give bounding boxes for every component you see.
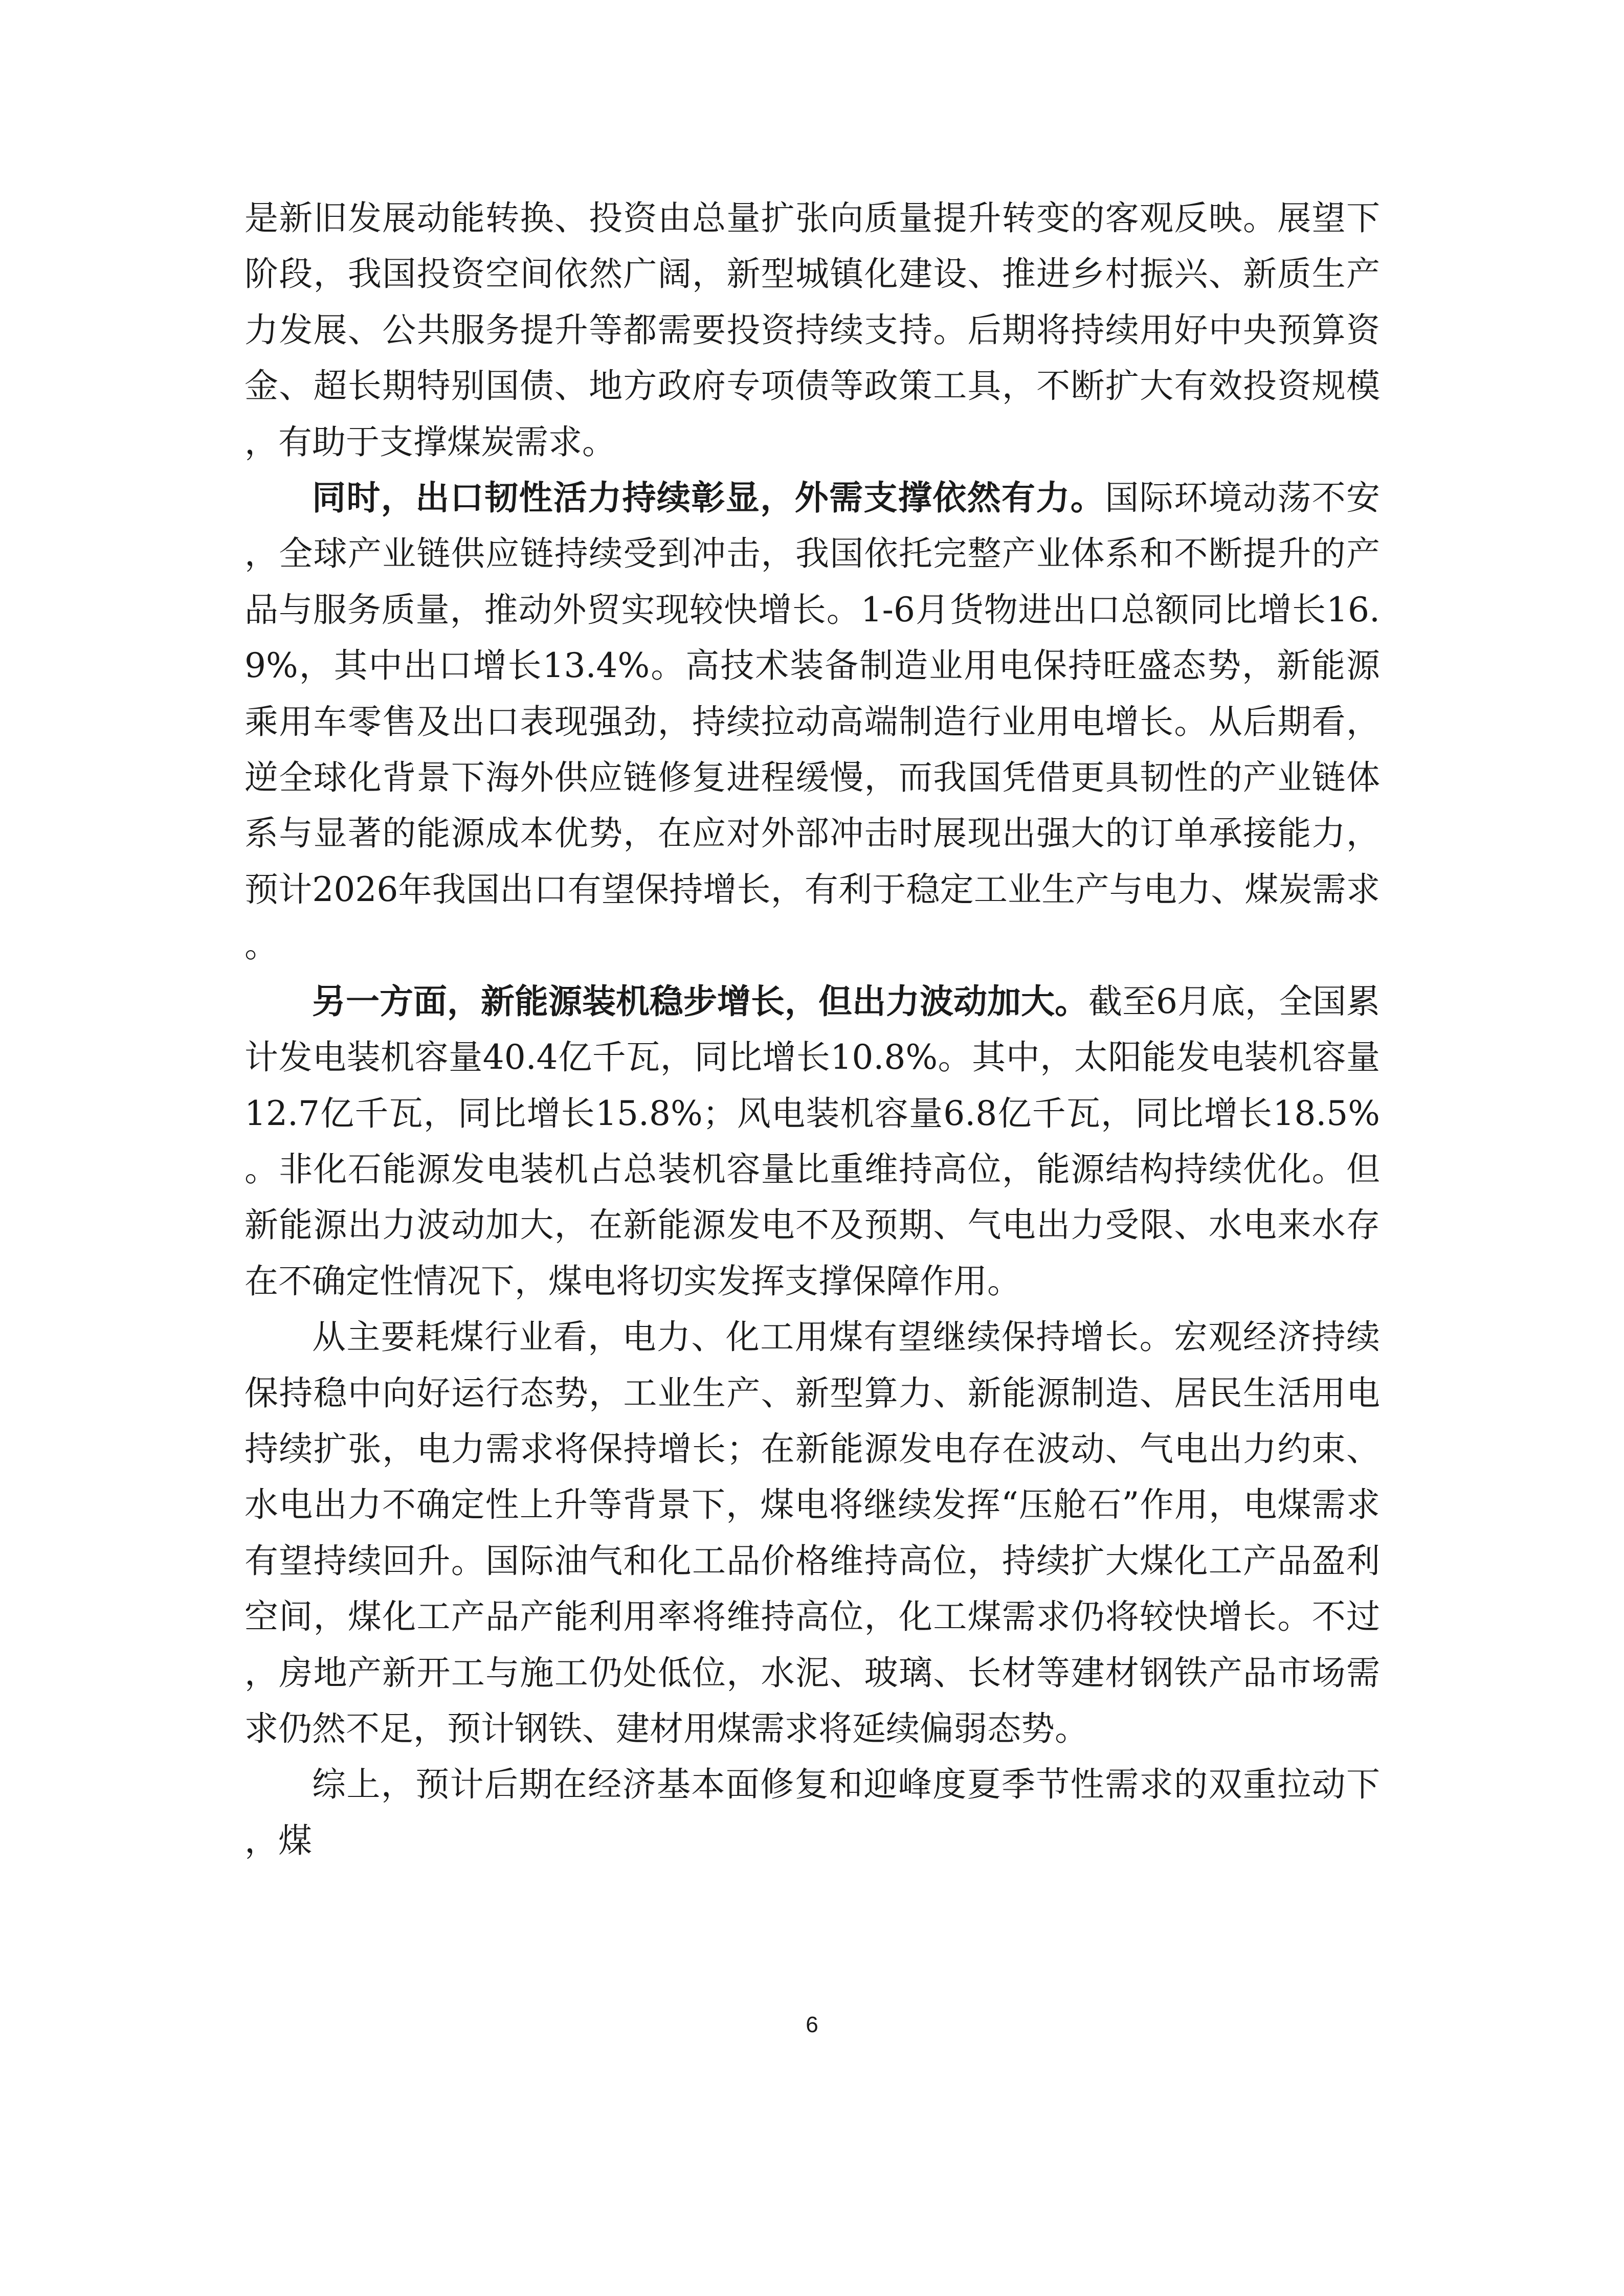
document-body [244,190,1380,1869]
paragraph-summary: 综上，预计后期在经济基本面修复和迎峰度夏季节性需求的双重拉动下，煤 [244,1765,1380,1860]
paragraph-exports [244,470,1380,974]
paragraph-investment-outlook: 是新旧发展动能转换、投资由总量扩张向质量提升转变的客观反映。展望下阶段，我国投资空间依然广阔，新型城镇化建设、推进乡村振兴、新质生产力发展、公共服务提升等都需要投资持续支持。后期将持续用好中央预算资金、超长期特别国债、地方政府专项债等政策工具，不断扩大有效投资规模，有助于支撑煤炭需求。 [244,198,1380,462]
paragraph-coal-industries: 从主要耗煤行业看，电力、化工用煤有望继续保持增长。宏观经济持续保持稳中向好运行态势，工业生产、新型算力、新能源制造、居民生活用电持续扩张，电力需求将保持增长；在新能源发电存在波动、气电出力约束、水电出力不确定性上升等背景下，煤电将继续发挥“压舱石”作用，电煤需求有望持续回升。国际油气和化工品价格维持高位，持续扩大煤化工产品盈利空间，煤化工产品产能利用率将维持高位，化工煤需求仍将较快增长。不过，房地产新开工与施工仍处低位，水泥、玻璃、长材等建材钢铁产品市场需求仍然不足，预计钢铁、建材用煤需求将延续偏弱态势。 [244,1317,1380,1748]
page-number: 6 [806,2012,818,2037]
paragraph-exports-heading: 同时，出口韧性活力持续彰显，外需支撑依然有力。 [312,478,1105,518]
paragraph-exports-body: 国际环境动荡不安，全球产业链供应链持续受到冲击，我国依托完整产业体系和不断提升的产品与服务质量，推动外贸实现较快增长。1-6月货物进出口总额同比增长16.9%，其中出口增长13.4%。高技术装备制造业用电保持旺盛态势，新能源乘用车零售及出口表现强劲，持续拉动高端制造行业用电增长。从后期看，逆全球化背景下海外供应链修复进程缓慢，而我国凭借更具韧性的产业链体系与显著的能源成本优势，在应对外部冲击时展现出强大的订单承接能力，预计2026年我国出口有望保持增长，有利于稳定工业生产与电力、煤炭需求。 [244,478,1381,965]
paragraph-new-energy [244,974,1380,1309]
paragraph-new-energy-heading: 另一方面，新能源装机稳步增长，但出力波动加大。 [312,981,1088,1021]
paragraph-new-energy-body: 截至6月底，全国累计发电装机容量40.4亿千瓦，同比增长10.8%。其中，太阳能发电装机容量12.7亿千瓦，同比增长15.8%；风电装机容量6.8亿千瓦，同比增长18.5%。非化石能源发电装机占总装机容量比重维持高位，能源结构持续优化。但新能源出力波动加大，在新能源发电不及预期、气电出力受限、水电来水存在不确定性情况下，煤电将切实发挥支撑保障作用。 [244,981,1380,1301]
